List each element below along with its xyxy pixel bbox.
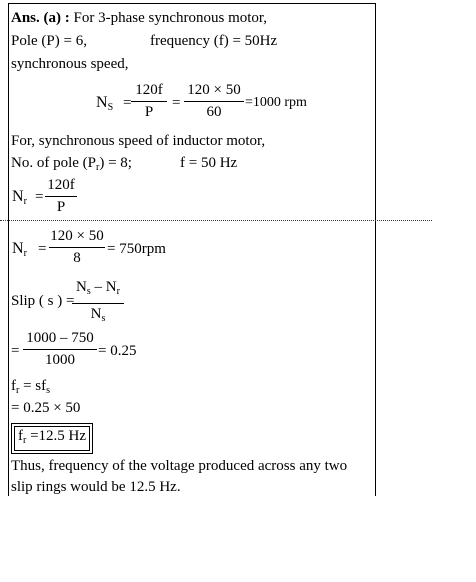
pole-line: Pole (P) = 6, [11, 33, 87, 49]
eq1-fraction-2: 120 × 50 60 [184, 81, 244, 121]
eq4-fraction: $N_s - N_r$ $N_s$ [72, 278, 124, 328]
poles-line: No. of pole $(P_r) = 8$; [11, 155, 132, 173]
eq4-lhs: Slip ( s ) = [11, 293, 75, 309]
eq1-lhs: $N_S$ [96, 94, 114, 113]
final-answer-box: $f_r =12.5$ Hz [14, 426, 90, 451]
eq3-fraction: 120 × 50 8 [50, 228, 104, 266]
eq2-fraction: 120f P [45, 176, 77, 216]
eq1-equals-2: = [172, 95, 181, 111]
sync-speed-label: synchronous speed, [11, 56, 129, 72]
eq5-result: = 0.25 [98, 343, 137, 359]
page-break-line [0, 220, 432, 221]
eq1-result: =1000 rpm [245, 95, 307, 110]
eq1-fraction-1: 120f P [131, 81, 167, 121]
eq3-result: = 750rpm [107, 241, 166, 257]
answer-intro: For 3-phase synchronous motor, [73, 10, 268, 26]
answer-label: Ans. (a) : [11, 10, 70, 26]
fr-substitution: = 0.25 × 50 [11, 400, 81, 416]
eq2-lhs: $N_r$ [12, 188, 27, 207]
conclusion-line-2: slip rings would be 12.5 Hz. [11, 479, 181, 495]
eq5-fraction: 1000 – 750 1000 [23, 329, 97, 369]
eq1-equals: = [123, 95, 132, 111]
frequency-line-2: f = 50 Hz [180, 155, 238, 171]
conclusion-line-1: Thus, frequency of the voltage produced across any two [11, 458, 348, 474]
eq5-equals: = [11, 343, 20, 359]
eq3-equals: = [38, 241, 47, 257]
fr-formula: $f_r = sf_s$ [11, 378, 51, 396]
frequency-line: frequency (f) = 50Hz [150, 33, 278, 49]
inductor-line: For, synchronous speed of inductor motor, [11, 133, 266, 149]
eq2-equals: = [35, 189, 44, 205]
eq3-lhs: $N_r$ [12, 240, 27, 259]
answer-heading [11, 9, 267, 27]
